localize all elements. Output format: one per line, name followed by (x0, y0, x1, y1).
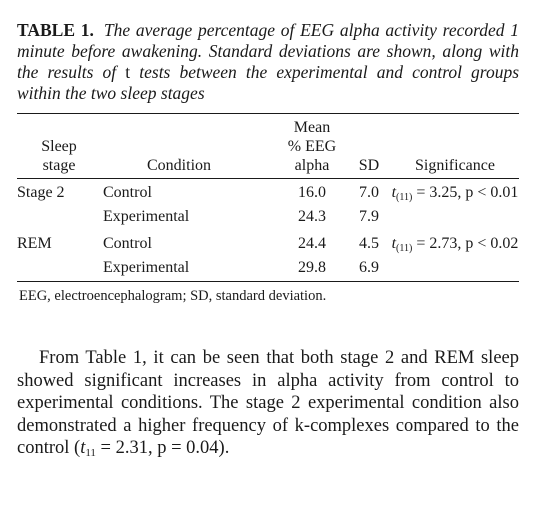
cell-stage: REM (17, 235, 52, 252)
cell-stage: Stage 2 (17, 184, 65, 201)
header-condition: Condition (101, 114, 277, 179)
table-row (17, 179, 519, 208)
sig-result: = 2.73, p < 0.02 (412, 235, 519, 252)
sig-t: t (391, 184, 397, 201)
cell-condition: Control (103, 184, 152, 201)
header-sleep-stage-line2: stage (42, 157, 76, 174)
table-caption-text-part1: The average percentage of EEG alpha activity recorded 1 minute before awakening. Standard deviations are shown, along with the results of (17, 20, 520, 82)
cell-significance (391, 230, 519, 258)
body-text-part2: = 2.31, p = 0.04). (95, 438, 230, 458)
cell-significance (391, 258, 519, 282)
body-paragraph (17, 347, 519, 465)
cell-stage (17, 258, 101, 282)
body-stat-df: 11 (85, 447, 96, 459)
results-table (17, 113, 519, 282)
sig-result: = 3.25, p < 0.01 (412, 184, 519, 201)
cell-significance (391, 207, 519, 230)
cell-mean: 29.8 (277, 258, 347, 282)
header-mean-line2: % EEG (287, 138, 337, 155)
header-sleep-stage-line1: Sleep (41, 138, 77, 155)
table-caption-text-part2: tests between the experimental and control groups within the two sleep stages (17, 62, 520, 103)
table-row (17, 258, 519, 282)
table-caption-t: t (125, 62, 131, 82)
table-row (17, 230, 519, 258)
cell-condition: Control (103, 235, 152, 252)
table-caption-label: TABLE 1. (17, 20, 94, 40)
body-text-part1: From Table 1, it can be seen that both stage 2 and REM sleep showed significant increases in alpha activity from control to experimental conditions. The stage 2 experimental condition also demonstrated a higher frequency of k-complexes compared to the control ( (17, 348, 519, 458)
table-caption (17, 20, 519, 104)
table-header (17, 114, 519, 179)
header-mean-line1: Mean (293, 119, 331, 136)
cell-significance (391, 179, 519, 208)
table-header-row (17, 114, 519, 179)
sig-df: (11) (396, 192, 413, 203)
cell-stage (17, 207, 101, 230)
cell-condition: Experimental (101, 258, 277, 282)
table-footnote: EEG, electroencephalogram; SD, standard deviation. (19, 288, 327, 304)
cell-sd: 4.5 (359, 235, 379, 252)
header-significance: Significance (391, 114, 519, 179)
sig-t: t (391, 235, 397, 252)
cell-sd: 7.0 (359, 184, 379, 201)
cell-mean: 16.0 (298, 184, 326, 201)
cell-mean: 24.4 (298, 235, 326, 252)
cell-sd: 6.9 (347, 258, 391, 282)
document-page (17, 20, 519, 465)
cell-sd: 7.9 (359, 208, 379, 225)
table-body (17, 179, 519, 282)
sig-df: (11) (396, 243, 413, 254)
cell-condition: Experimental (103, 208, 190, 225)
body-stat-t: t (80, 438, 86, 458)
cell-mean: 24.3 (298, 208, 326, 225)
table-row (17, 207, 519, 230)
header-mean-eeg-alpha (277, 114, 347, 179)
header-sd: SD (347, 114, 391, 179)
header-mean-line3: alpha (294, 157, 330, 174)
header-sleep-stage (17, 114, 101, 179)
